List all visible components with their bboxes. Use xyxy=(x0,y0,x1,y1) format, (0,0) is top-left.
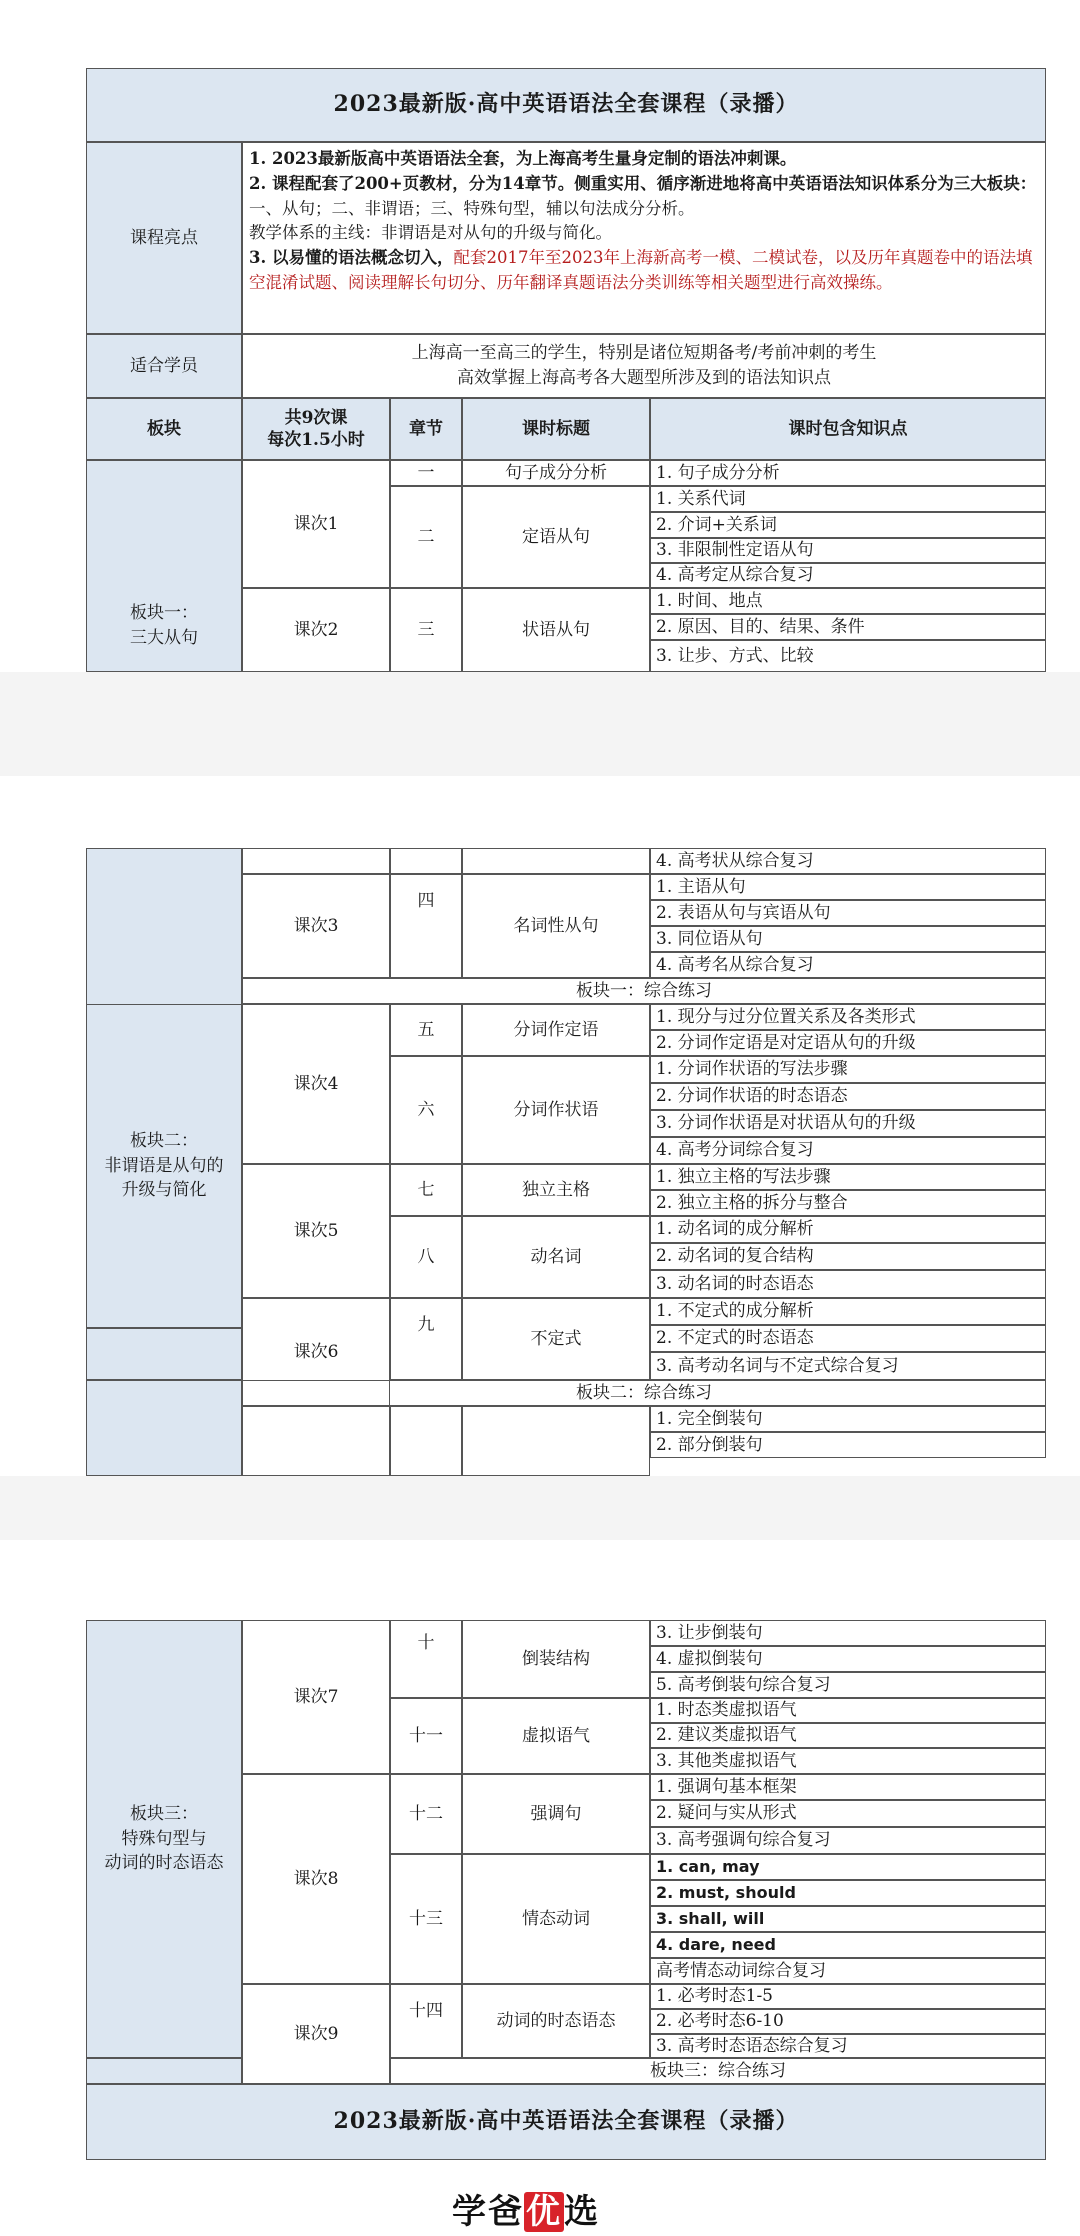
lesson-2: 定语从句 xyxy=(462,486,650,588)
point-6-2: 2. 分词作状语的时态语态 xyxy=(650,1083,1046,1110)
point-6-4: 4. 高考分词综合复习 xyxy=(650,1137,1046,1164)
session-9: 课次9 xyxy=(242,1984,390,2084)
point-10-4: 4. 虚拟倒装句 xyxy=(650,1646,1046,1672)
watermark-part-2: 优 xyxy=(526,2192,562,2232)
intro-line-1: 1. 2023最新版高中英语语法全套，为上海高考生量身定制的语法冲刺课。 xyxy=(249,149,797,168)
point-7-1: 1. 独立主格的写法步骤 xyxy=(650,1164,1046,1190)
session-5: 课次5 xyxy=(242,1164,390,1298)
chapter-4: 四 xyxy=(390,874,462,978)
lesson-8: 动名词 xyxy=(462,1216,650,1298)
chapter-14: 十四 xyxy=(390,1984,462,2058)
point-2-1: 1. 关系代词 xyxy=(650,486,1046,512)
lesson-4: 名词性从句 xyxy=(462,874,650,978)
point-3-4: 4. 高考状从综合复习 xyxy=(650,848,1046,874)
chapter-7: 七 xyxy=(390,1164,462,1216)
lesson-12: 强调句 xyxy=(462,1774,650,1854)
point-14-1: 1. 必考时态1-5 xyxy=(650,1984,1046,2009)
audience-line-1: 上海高一至高三的学生，特别是诸位短期备考/考前冲刺的考生 xyxy=(411,343,877,364)
chapter-10: 十 xyxy=(390,1620,462,1698)
point-13-3: 3. shall, will xyxy=(650,1906,1046,1932)
point-7-2: 2. 独立主格的拆分与整合 xyxy=(650,1190,1046,1216)
point-4-2: 2. 表语从句与宾语从句 xyxy=(650,900,1046,926)
point-2-3: 3. 非限制性定语从句 xyxy=(650,538,1046,563)
page-sheet-1 xyxy=(0,0,1080,672)
module-2-line-2: 非谓语是从句的 xyxy=(104,1155,224,1176)
intro-line-2: 2. 课程配套了200+页教材，分为14章节。侧重实用、循序渐进地将高中英语语法知识体系分为三大板块： xyxy=(249,173,1037,193)
lesson-9: 不定式 xyxy=(462,1298,650,1380)
point-6-1: 1. 分词作状语的写法步骤 xyxy=(650,1056,1046,1083)
point-8-3: 3. 动名词的时态语态 xyxy=(650,1270,1046,1298)
watermark-part-1: 学爸 xyxy=(452,2192,524,2232)
chapter-11: 十一 xyxy=(390,1698,462,1774)
point-4-3: 3. 同位语从句 xyxy=(650,926,1046,952)
module-1-line-1: 板块一： xyxy=(130,603,198,624)
review-module-3: 板块三：综合练习 xyxy=(390,2058,1046,2084)
module-3-line-1: 板块三： xyxy=(130,1804,198,1825)
lesson-3-continued xyxy=(462,848,650,874)
point-10-3: 3. 让步倒装句 xyxy=(650,1620,1046,1646)
header-sessions-line-1: 共9次课 xyxy=(284,407,348,428)
session-3: 课次3 xyxy=(242,874,390,978)
module-3-end xyxy=(86,2058,242,2084)
header-points: 课时包含知识点 xyxy=(650,398,1046,460)
session-7-start xyxy=(242,1406,390,1476)
watermark-part-3: 选 xyxy=(564,2192,600,2232)
intro-label: 课程亮点 xyxy=(86,142,242,334)
module-3-line-2: 特殊句型与 xyxy=(121,1828,207,1849)
module-2-line-1: 板块二： xyxy=(130,1131,198,1152)
module-2-continued xyxy=(86,1328,242,1380)
point-2-4: 4. 高考定从综合复习 xyxy=(650,563,1046,588)
chapter-12: 十二 xyxy=(390,1774,462,1854)
point-11-2: 2. 建议类虚拟语气 xyxy=(650,1723,1046,1748)
chapter-2: 二 xyxy=(390,486,462,588)
intro-text xyxy=(242,142,1046,334)
point-10-2: 2. 部分倒装句 xyxy=(650,1432,1046,1458)
module-1-line-2: 三大从句 xyxy=(130,628,198,648)
point-13-1: 1. can, may xyxy=(650,1854,1046,1880)
point-12-3: 3. 高考强调句综合复习 xyxy=(650,1827,1046,1854)
lesson-13: 情态动词 xyxy=(462,1854,650,1984)
review-module-1: 板块一：综合练习 xyxy=(242,978,1046,1004)
lesson-5: 分词作定语 xyxy=(462,1004,650,1056)
point-13-4: 4. dare, need xyxy=(650,1932,1046,1958)
page-sheet-3 xyxy=(0,1540,1080,2236)
chapter-6: 六 xyxy=(390,1056,462,1164)
lesson-11: 虚拟语气 xyxy=(462,1698,650,1774)
point-2-2: 2. 介词+关系词 xyxy=(650,512,1046,538)
chapter-8: 八 xyxy=(390,1216,462,1298)
lesson-3: 状语从句 xyxy=(462,588,650,672)
module-3-line-3: 动词的时态语态 xyxy=(104,1853,224,1874)
session-1: 课次1 xyxy=(242,460,390,588)
header-sessions-line-2: 每次1.5小时 xyxy=(267,430,365,450)
intro-line-4: 教学体系的主线：非谓语是对从句的升级与简化。 xyxy=(249,223,612,243)
point-9-2: 2. 不定式的时态语态 xyxy=(650,1325,1046,1352)
point-4-1: 1. 主语从句 xyxy=(650,874,1046,900)
review-module-2: 板块二：综合练习 xyxy=(242,1380,1046,1406)
page-sheet-2 xyxy=(0,776,1080,1476)
point-14-2: 2. 必考时态6-10 xyxy=(650,2009,1046,2034)
point-3-1: 1. 时间、地点 xyxy=(650,588,1046,614)
point-3-2: 2. 原因、目的、结果、条件 xyxy=(650,614,1046,640)
lesson-1: 句子成分分析 xyxy=(462,460,650,486)
lesson-14: 动词的时态语态 xyxy=(462,1984,650,2058)
chapter-13: 十三 xyxy=(390,1854,462,1984)
point-14-3: 3. 高考时态语态综合复习 xyxy=(650,2034,1046,2058)
chapter-1: 一 xyxy=(390,460,462,486)
point-8-2: 2. 动名词的复合结构 xyxy=(650,1243,1046,1270)
point-4-4: 4. 高考名从综合复习 xyxy=(650,952,1046,978)
point-12-1: 1. 强调句基本框架 xyxy=(650,1774,1046,1800)
audience-label: 适合学员 xyxy=(86,334,242,398)
header-lesson: 课时标题 xyxy=(462,398,650,460)
lesson-6: 分词作状语 xyxy=(462,1056,650,1164)
point-8-1: 1. 动名词的成分解析 xyxy=(650,1216,1046,1243)
point-11-1: 1. 时态类虚拟语气 xyxy=(650,1698,1046,1723)
intro-line-3: 一、从句；二、非谓语；三、特殊句型，辅以句法成分分析。 xyxy=(249,198,695,218)
session-8: 课次8 xyxy=(242,1774,390,1984)
point-9-3: 3. 高考动名词与不定式综合复习 xyxy=(650,1352,1046,1380)
header-module: 板块 xyxy=(86,398,242,460)
lesson-10: 倒装结构 xyxy=(462,1620,650,1698)
course-table-part-1 xyxy=(86,0,1046,672)
chapter-5: 五 xyxy=(390,1004,462,1056)
intro-line-5 xyxy=(249,246,1039,296)
audience-line-2: 高效掌握上海高考各大题型所涉及到的语法知识点 xyxy=(457,368,831,388)
point-1-1: 1. 句子成分分析 xyxy=(650,460,1046,486)
intro-line-5-prefix: 3. 以易懂的语法概念切入， xyxy=(249,248,454,267)
module-1-label xyxy=(86,460,242,672)
course-title: 2023最新版·高中英语语法全套课程（录播） xyxy=(86,68,1046,142)
chapter-9: 九 xyxy=(390,1298,462,1380)
module-3-start xyxy=(86,1380,242,1476)
session-6: 课次6 xyxy=(242,1298,390,1406)
point-5-2: 2. 分词作定语是对定语从句的升级 xyxy=(650,1030,1046,1056)
course-table-part-3 xyxy=(86,1540,1046,2236)
point-3-3: 3. 让步、方式、比较 xyxy=(650,640,1046,672)
intro-line-5-highlight: 配套2017年至2023年上海新高考一模、二模试卷，以及历年真题卷中的语法填空混淆试题、阅读理解长句切分、历年翻译真题语法分类训练等相关题型进行高效操练。 xyxy=(249,248,1033,292)
session-7: 课次7 xyxy=(242,1620,390,1774)
chapter-3: 三 xyxy=(390,588,462,672)
chapter-10-start xyxy=(390,1406,462,1476)
point-12-2: 2. 疑问与实从形式 xyxy=(650,1800,1046,1827)
module-2-line-3: 升级与简化 xyxy=(121,1180,207,1201)
lesson-10-start xyxy=(462,1406,650,1476)
point-9-1: 1. 不定式的成分解析 xyxy=(650,1298,1046,1325)
lesson-7: 独立主格 xyxy=(462,1164,650,1216)
header-sessions xyxy=(242,398,390,460)
session-2: 课次2 xyxy=(242,588,390,672)
course-title-footer: 2023最新版·高中英语语法全套课程（录播） xyxy=(86,2084,1046,2160)
course-table-part-2 xyxy=(86,776,1046,1476)
module-2-label xyxy=(86,1004,242,1328)
point-11-3: 3. 其他类虚拟语气 xyxy=(650,1748,1046,1774)
session-4: 课次4 xyxy=(242,1004,390,1164)
point-6-3: 3. 分词作状语是对状语从句的升级 xyxy=(650,1110,1046,1137)
point-5-1: 1. 现分与过分位置关系及各类形式 xyxy=(650,1004,1046,1030)
point-10-5: 5. 高考倒装句综合复习 xyxy=(650,1672,1046,1698)
audience-text xyxy=(242,334,1046,398)
header-chapter: 章节 xyxy=(390,398,462,460)
point-13-5: 高考情态动词综合复习 xyxy=(650,1958,1046,1984)
watermark-logo xyxy=(452,2184,600,2233)
module-3-label xyxy=(86,1620,242,2058)
session-2-continued xyxy=(242,848,390,874)
point-13-2: 2. must, should xyxy=(650,1880,1046,1906)
chapter-3-continued xyxy=(390,848,462,874)
point-10-1: 1. 完全倒装句 xyxy=(650,1406,1046,1432)
